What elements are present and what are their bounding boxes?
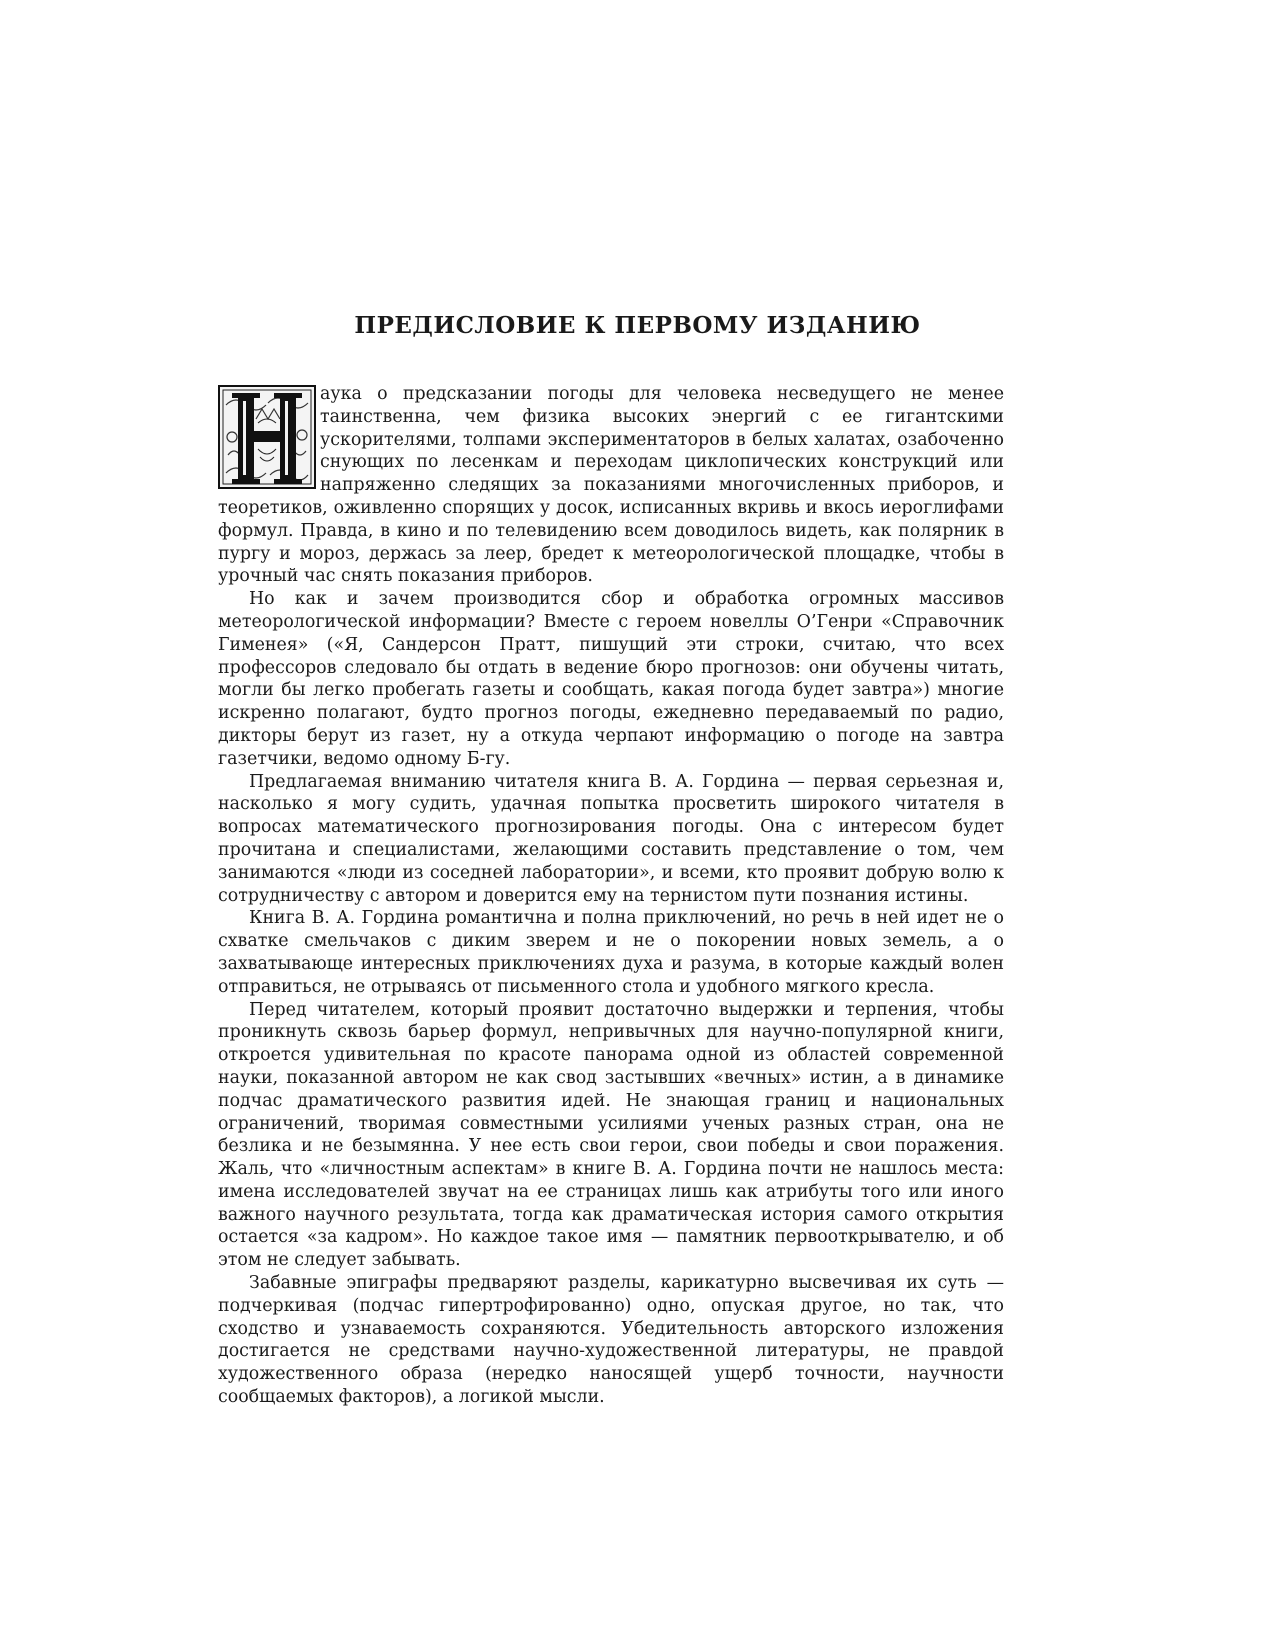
- paragraph-6: Забавные эпиграфы предваряют разделы, карикатурно высвечивая их суть — подчеркивая (подчас гипертрофированно) одно, опуская другое, но так, что сходство и узнаваемость сохраняются. Убедительность авторского изложения достигается не средствами научно-художественной литературы, не правдой художественного образа (нередко наносящей ущерб точности, научности сообщаемых факторов), а логикой мысли.: [218, 1273, 1004, 1408]
- ornamental-initial-icon: [218, 385, 316, 489]
- drop-cap-initial: [218, 385, 316, 489]
- paragraph-5: Перед читателем, который проявит достаточно выдержки и терпения, чтобы проникнуть сквозь барьер формул, непривычных для научно-популярной книги, откроется удивительная по красоте панорама одной из областей современной науки, показанной автором не как свод застывших «вечных» истин, а в динамике подчас драматического развития идей. Не знающая границ и национальных ограничений, творимая совместными усилиями ученых разных стран, она не безлика и не безымянна. У нее есть свои герои, свои победы и свои поражения. Жаль, что «личностным аспектам» в книге В. А. Гордина почти не нашлось места: имена исследователей звучат на ее страницах лишь как атрибуты того или иного важного научного результата, тогда как драматическая история самого открытия остается «за кадром». Но каждое такое имя — памятник первооткрывателю, и об этом не следует забывать.: [218, 999, 1004, 1271]
- paragraph-3: Предлагаемая вниманию читателя книга В. А. Гордина — первая серьезная и, насколько я могу судить, удачная попытка просветить широкого читателя в вопросах математического прогнозирования погоды. Она с интересом будет прочитана и специалистами, желающими составить представление о том, чем занимаются «люди из соседней лаборатории», и всеми, кто проявит добрую волю к сотрудничеству с автором и доверится ему на тернистом пути познания истины.: [218, 771, 1004, 906]
- page-title: ПРЕДИСЛОВИЕ К ПЕРВОМУ ИЗДАНИЮ: [354, 312, 921, 339]
- paragraph-1: [218, 383, 1004, 588]
- paragraph-1-text: аука о предсказании погоды для человека несведущего не менее таинственна, чем физика высоких энергий с ее гигантскими ускорителями, толпами экспериментаторов в белых халатах, озабоченно снующих по лесенкам и переходам циклопических конструкций или напряженно следящих за показаниями многочисленных приборов, и теоретиков, оживленно спорящих у досок, исписанных вкривь и вкось иероглифами формул. Правда, в кино и по телевидению всем доводилось видеть, как полярник в пургу и мороз, держась за леер, бредет к метеорологической площадке, чтобы в урочный час снять показания приборов.: [218, 384, 1004, 587]
- paragraph-4: Книга В. А. Гордина романтична и полна приключений, но речь в ней идет не о схватке смельчаков с диким зверем и не о покорении новых земель, а о захватывающе интересных приключениях духа и разума, в которые каждый волен отправиться, не отрываясь от письменного стола и удобного мягкого кресла.: [218, 908, 1004, 997]
- body-text: [218, 383, 1004, 1409]
- paragraph-2: Но как и зачем производится сбор и обработка огромных массивов метеорологической информации? Вместе с героем новеллы О’Генри «Справочник Гименея» («Я, Сандерсон Пратт, пишущий эти строки, считаю, что всех профессоров следовало бы отдать в ведение бюро прогнозов: они обучены читать, могли бы легко пробегать газеты и сообщать, какая погода будет завтра») многие искренно полагают, будто прогноз погоды, ежедневно передаваемый по радио, дикторы берут из газет, ну а откуда черпают информацию о погоде на завтра газетчики, ведомо одному Б-гу.: [218, 589, 1004, 769]
